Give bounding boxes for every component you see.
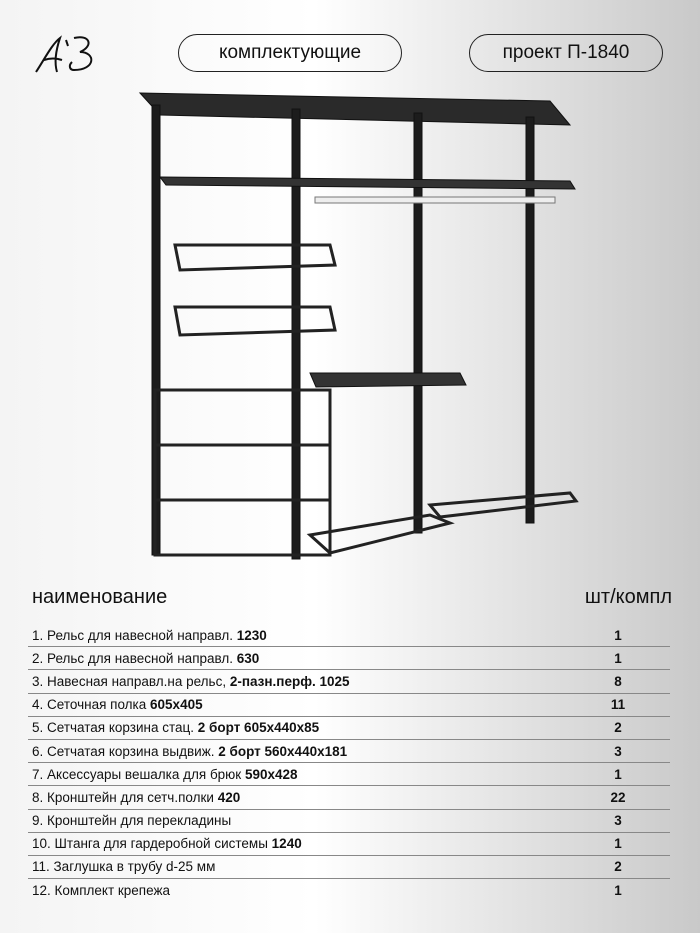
brand-logo (30, 30, 110, 80)
table-row: 11. Заглушка в трубу d-25 мм 2 (28, 856, 670, 879)
components-table (28, 624, 670, 902)
table-row: 7. Аксессуары вешалка для брюк 590x428 1 (28, 763, 670, 786)
table-row: 9. Кронштейн для перекладины 3 (28, 810, 670, 833)
table-row: 2. Рельс для навесной направл. 630 1 (28, 647, 670, 670)
components-pill (178, 34, 402, 72)
project-pill (469, 34, 663, 72)
table-row: 10. Штанга для гардеробной системы 1240 1 (28, 833, 670, 856)
table-row: 1. Рельс для навесной направл. 1230 1 (28, 624, 670, 647)
project-label: проект П-1840 (502, 42, 630, 63)
wardrobe-illustration (130, 85, 590, 575)
table-row: 8. Кронштейн для сетч.полки 420 22 (28, 786, 670, 809)
column-header-name: наименование (32, 586, 168, 608)
components-label: комплектующие (218, 42, 362, 63)
table-row: 5. Сетчатая корзина стац. 2 борт 605x440x85 2 (28, 717, 670, 740)
table-row: 12. Комплект крепежа 1 (32, 883, 622, 899)
column-header-qty: шт/компл (584, 586, 672, 608)
table-row: 4. Сеточная полка 605x405 11 (28, 694, 670, 717)
table-row: 3. Навесная направл.на рельс, 2-пазн.перф. 1025 8 (28, 670, 670, 693)
table-row: 6. Сетчатая корзина выдвиж. 2 борт 560x440x181 3 (28, 740, 670, 763)
